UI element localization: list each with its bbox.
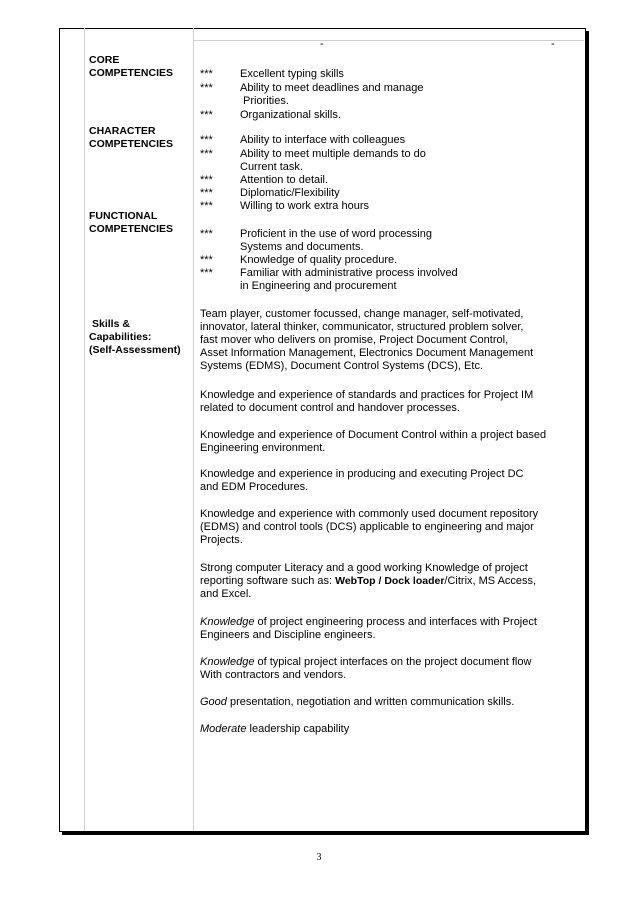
character-item: Diplomatic/Flexibility bbox=[240, 187, 340, 199]
bullet-marker: *** bbox=[200, 267, 213, 279]
skills-paragraph: Knowledge and experience with commonly used document repository (EDMS) and control tools (DCS) applicable to engineering and major Projects. bbox=[200, 508, 539, 546]
functional-competencies-label: FUNCTIONAL COMPETENCIES bbox=[89, 210, 174, 235]
core-competencies-label: CORE COMPETENCIES bbox=[89, 54, 174, 79]
functional-item: Knowledge of quality procedure. bbox=[240, 254, 398, 266]
bullet-marker: *** bbox=[200, 82, 213, 94]
character-item: Ability to interface with colleagues bbox=[240, 134, 406, 146]
character-item: Attention to detail. bbox=[240, 174, 329, 186]
skills-paragraph: Team player, customer focussed, change manager, self-motivated, innovator, lateral thinker, communicator, structured problem solver, fast mover who delivers on promise, Project Document Control, Asset Information Management, Electronics Document Management Systems (EDMS), Document Control Systems (DCS), Etc. bbox=[200, 308, 534, 372]
bullet-marker: *** bbox=[200, 187, 213, 199]
bullet-marker: *** bbox=[200, 109, 213, 121]
skills-paragraph: Strong computer Literacy and a good working Knowledge of project reporting software such as: WebTop / Dock loader/Citrix, MS Access, and Excel. bbox=[200, 562, 537, 600]
skills-paragraph: Knowledge and experience of Document Control within a project based Engineering environment. bbox=[200, 429, 547, 454]
bullet-marker: *** bbox=[200, 134, 213, 146]
bullet-marker: *** bbox=[200, 254, 213, 266]
core-item: Organizational skills. bbox=[240, 109, 341, 121]
bullet-marker: *** bbox=[200, 68, 213, 80]
character-item: Willing to work extra hours bbox=[240, 200, 369, 212]
skills-capabilities-label: Skills & Capabilities: (Self-Assessment) bbox=[89, 318, 181, 356]
skills-paragraph: Knowledge of typical project interfaces on the project document flow With contractors and vendors. bbox=[200, 656, 532, 681]
table-divider-left bbox=[84, 28, 85, 831]
bullet-marker: *** bbox=[200, 200, 213, 212]
bullet-marker: *** bbox=[200, 148, 213, 160]
core-item: Ability to meet deadlines and manage Priorities. bbox=[240, 82, 424, 107]
character-competencies-label: CHARACTER COMPETENCIES bbox=[89, 125, 174, 150]
skills-paragraph: Knowledge and experience in producing and executing Project DC and EDM Procedures. bbox=[200, 468, 524, 493]
skills-paragraph: Good presentation, negotiation and written communication skills. bbox=[200, 696, 515, 708]
skills-paragraph: Knowledge and experience of standards and practices for Project IM related to document control and handover processes. bbox=[200, 389, 534, 414]
core-item: Excellent typing skills bbox=[240, 68, 344, 80]
functional-item: Familiar with administrative process involved in Engineering and procurement bbox=[240, 267, 458, 292]
bullet-marker: *** bbox=[200, 228, 213, 240]
functional-item: Proficient in the use of word processing Systems and documents. bbox=[240, 228, 432, 253]
header-rule bbox=[193, 40, 584, 41]
skills-paragraph: Knowledge of project engineering process and interfaces with Project Engineers and Discipline engineers. bbox=[200, 616, 537, 641]
table-divider-middle bbox=[193, 28, 194, 831]
header-dash-left: - bbox=[320, 38, 324, 50]
skills-paragraph: Moderate leadership capability bbox=[200, 723, 350, 735]
bullet-marker: *** bbox=[200, 174, 213, 186]
page-number: 3 bbox=[316, 852, 322, 863]
header-dash-right: - bbox=[551, 38, 555, 50]
character-item: Ability to meet multiple demands to do Current task. bbox=[240, 148, 426, 173]
